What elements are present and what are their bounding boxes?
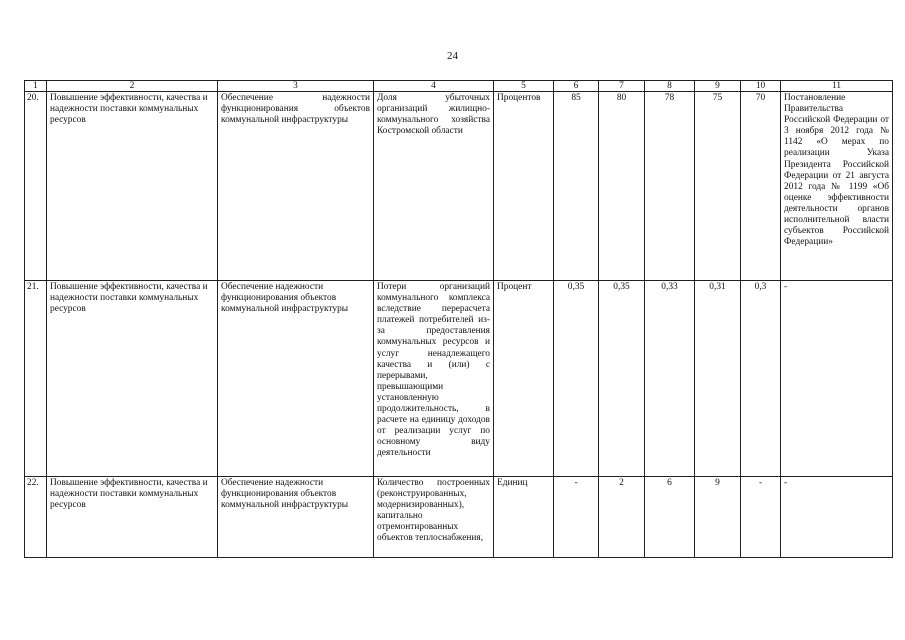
column-header: 5 [494, 81, 554, 92]
table-row [25, 477, 893, 558]
goal-cell: Повышение эффективности, качества и надежности поставки коммунальных ресурсов [47, 477, 218, 558]
value-cell: 78 [645, 92, 695, 281]
value-cell: 2 [599, 477, 645, 558]
goal-cell: Повышение эффективности, качества и надежности поставки коммунальных ресурсов [47, 281, 218, 477]
indicators-table [24, 80, 893, 558]
task-cell: Обеспечение надежности функционирования объектов коммунальной инфраструктуры [218, 477, 374, 558]
goal-cell: Повышение эффективности, качества и надежности поставки коммунальных ресурсов [47, 92, 218, 281]
table-row [25, 92, 893, 281]
task-cell: Обеспечение надежности функционирования объектов коммунальной инфраструктуры [218, 281, 374, 477]
task-cell: Обеспечение надежности функционирования объектов коммунальной инфраструктуры [218, 92, 374, 281]
value-cell: 0,3 [741, 281, 781, 477]
column-header: 4 [374, 81, 494, 92]
column-header: 6 [554, 81, 599, 92]
row-number: 22. [25, 477, 47, 558]
column-header: 11 [781, 81, 893, 92]
value-cell: 9 [695, 477, 741, 558]
value-cell: 0,35 [554, 281, 599, 477]
unit-cell: Единиц [494, 477, 554, 558]
value-cell: 85 [554, 92, 599, 281]
value-cell: 75 [695, 92, 741, 281]
row-number: 21. [25, 281, 47, 477]
value-cell: 0,33 [645, 281, 695, 477]
indicator-text: Количество построенных (реконструированных, модернизированных), капитально отремонтированных объектов теплоснабжения, [377, 478, 490, 544]
value-cell: 70 [741, 92, 781, 281]
source-cell: Постановление Правительства Российской Федерации от 3 ноября 2012 года № 1142 «О мерах по реализации Указа Президента Российской Федерации от 21 августа 2012 года № 1199 «Об оценке эффективности деятельности органов исполнительной власти субъектов Российской Федерации» [781, 92, 893, 281]
source-cell: - [781, 281, 893, 477]
value-cell: 80 [599, 92, 645, 281]
indicator-cell: Доля убыточных организаций жилищно-коммунального хозяйства Костромской области [374, 92, 494, 281]
value-cell: - [554, 477, 599, 558]
column-header: 7 [599, 81, 645, 92]
unit-cell: Процент [494, 281, 554, 477]
row-number: 20. [25, 92, 47, 281]
indicator-cell [374, 477, 494, 558]
table-row [25, 281, 893, 477]
column-header: 1 [25, 81, 47, 92]
column-header: 9 [695, 81, 741, 92]
column-header: 2 [47, 81, 218, 92]
column-header: 3 [218, 81, 374, 92]
value-cell: - [741, 477, 781, 558]
page-number: 24 [447, 50, 458, 62]
column-header: 8 [645, 81, 695, 92]
value-cell: 0,35 [599, 281, 645, 477]
column-header-row [25, 81, 893, 92]
unit-cell: Процентов [494, 92, 554, 281]
column-header: 10 [741, 81, 781, 92]
source-cell: - [781, 477, 893, 558]
value-cell: 0,31 [695, 281, 741, 477]
value-cell: 6 [645, 477, 695, 558]
indicator-cell: Потери организаций коммунального комплекса вследствие перерасчета платежей потребителей из-за предоставления коммунальных ресурсов и услуг ненадлежащего качества и (или) с перерывами, превышающими установленную продолжительность, в расчете на единицу доходов от реализации услуг по основному виду деятельности [374, 281, 494, 477]
